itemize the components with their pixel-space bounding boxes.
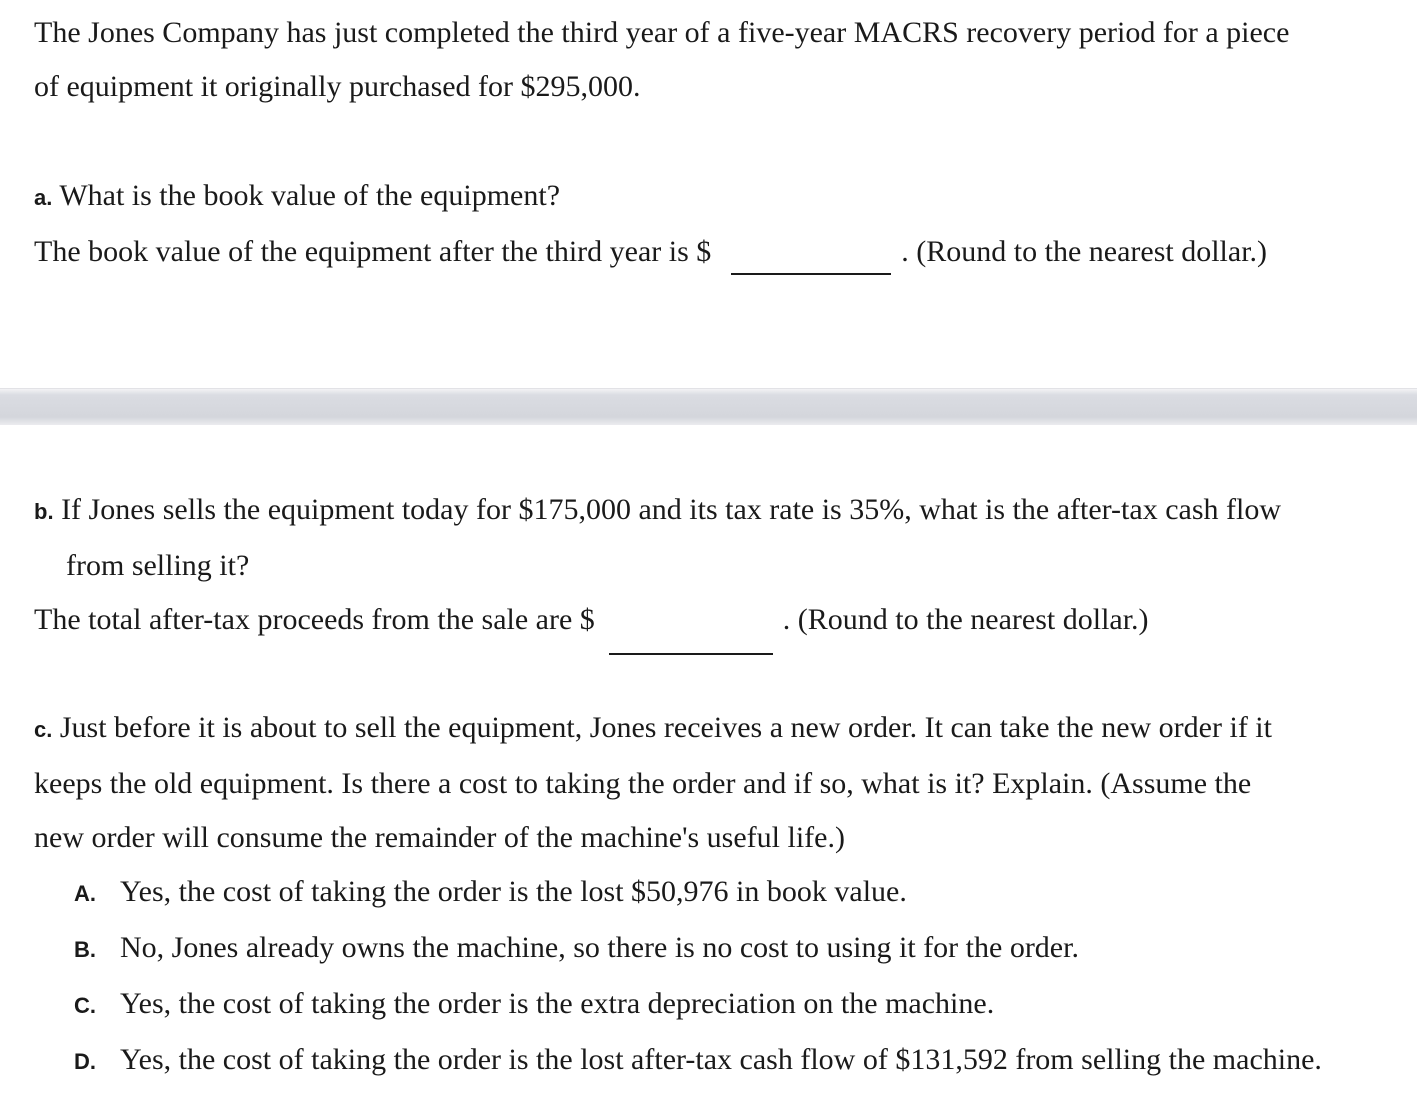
option-d-letter: D. — [74, 1049, 96, 1074]
book-value-answer-field[interactable] — [731, 273, 891, 275]
section-divider — [0, 388, 1417, 425]
option-c-text: Yes, the cost of taking the order is the extra depreciation on the machine. — [120, 987, 995, 1020]
part-b-question-text-1: If Jones sells the equipment today for $175,000 and its tax rate is 35%, what is the after-tax cash flow — [61, 493, 1281, 526]
part-c-label: c. — [34, 717, 53, 742]
part-a-answer-suffix: . (Round to the nearest dollar.) — [901, 235, 1268, 268]
option-b[interactable] — [74, 921, 1404, 977]
after-tax-proceeds-answer-field[interactable] — [609, 653, 773, 655]
part-b-answer-suffix: . (Round to the nearest dollar.) — [782, 603, 1149, 636]
intro-line-2: of equipment it originally purchased for $295,000. — [34, 70, 641, 103]
part-b-answer-row — [34, 593, 1404, 655]
part-b — [34, 483, 1404, 655]
part-a-question-text: What is the book value of the equipment? — [59, 179, 561, 212]
option-a-text: Yes, the cost of taking the order is the lost $50,976 in book value. — [120, 875, 907, 908]
option-d[interactable] — [74, 1033, 1404, 1089]
option-a-letter: A. — [74, 881, 96, 906]
part-c-question-line-3: new order will consume the remainder of the machine's useful life.) — [34, 821, 845, 854]
option-c[interactable] — [74, 977, 1404, 1033]
part-a — [34, 169, 1404, 279]
part-c-question-line-1 — [34, 701, 1404, 757]
part-c-question-text-1: Just before it is about to sell the equipment, Jones receives a new order. It can take the new order if it — [59, 711, 1272, 744]
part-b-answer-prefix: The total after-tax proceeds from the sale are $ — [34, 603, 595, 636]
option-a[interactable] — [74, 865, 1404, 921]
part-a-label: a. — [34, 185, 53, 210]
problem-intro — [34, 6, 1404, 114]
answer-options — [74, 865, 1404, 1089]
part-b-question-line-2: from selling it? — [66, 549, 250, 582]
intro-line-1: The Jones Company has just completed the third year of a five-year MACRS recovery period for a piece — [34, 16, 1290, 49]
option-c-letter: C. — [74, 993, 96, 1018]
part-c — [34, 701, 1404, 1089]
part-b-question — [34, 483, 1404, 593]
part-a-question — [34, 169, 1404, 225]
part-a-answer-prefix: The book value of the equipment after the third year is $ — [34, 235, 712, 268]
part-c-question-line-2: keeps the old equipment. Is there a cost to taking the order and if so, what is it? Explain. (Assume the — [34, 767, 1252, 800]
option-d-text: Yes, the cost of taking the order is the lost after-tax cash flow of $131,592 from selling the machine. — [120, 1043, 1322, 1076]
option-b-letter: B. — [74, 937, 96, 962]
option-b-text: No, Jones already owns the machine, so there is no cost to using it for the order. — [120, 931, 1079, 964]
part-a-answer-row — [34, 225, 1404, 279]
part-b-label: b. — [34, 499, 54, 524]
part-b-question-line-1 — [34, 483, 1404, 539]
